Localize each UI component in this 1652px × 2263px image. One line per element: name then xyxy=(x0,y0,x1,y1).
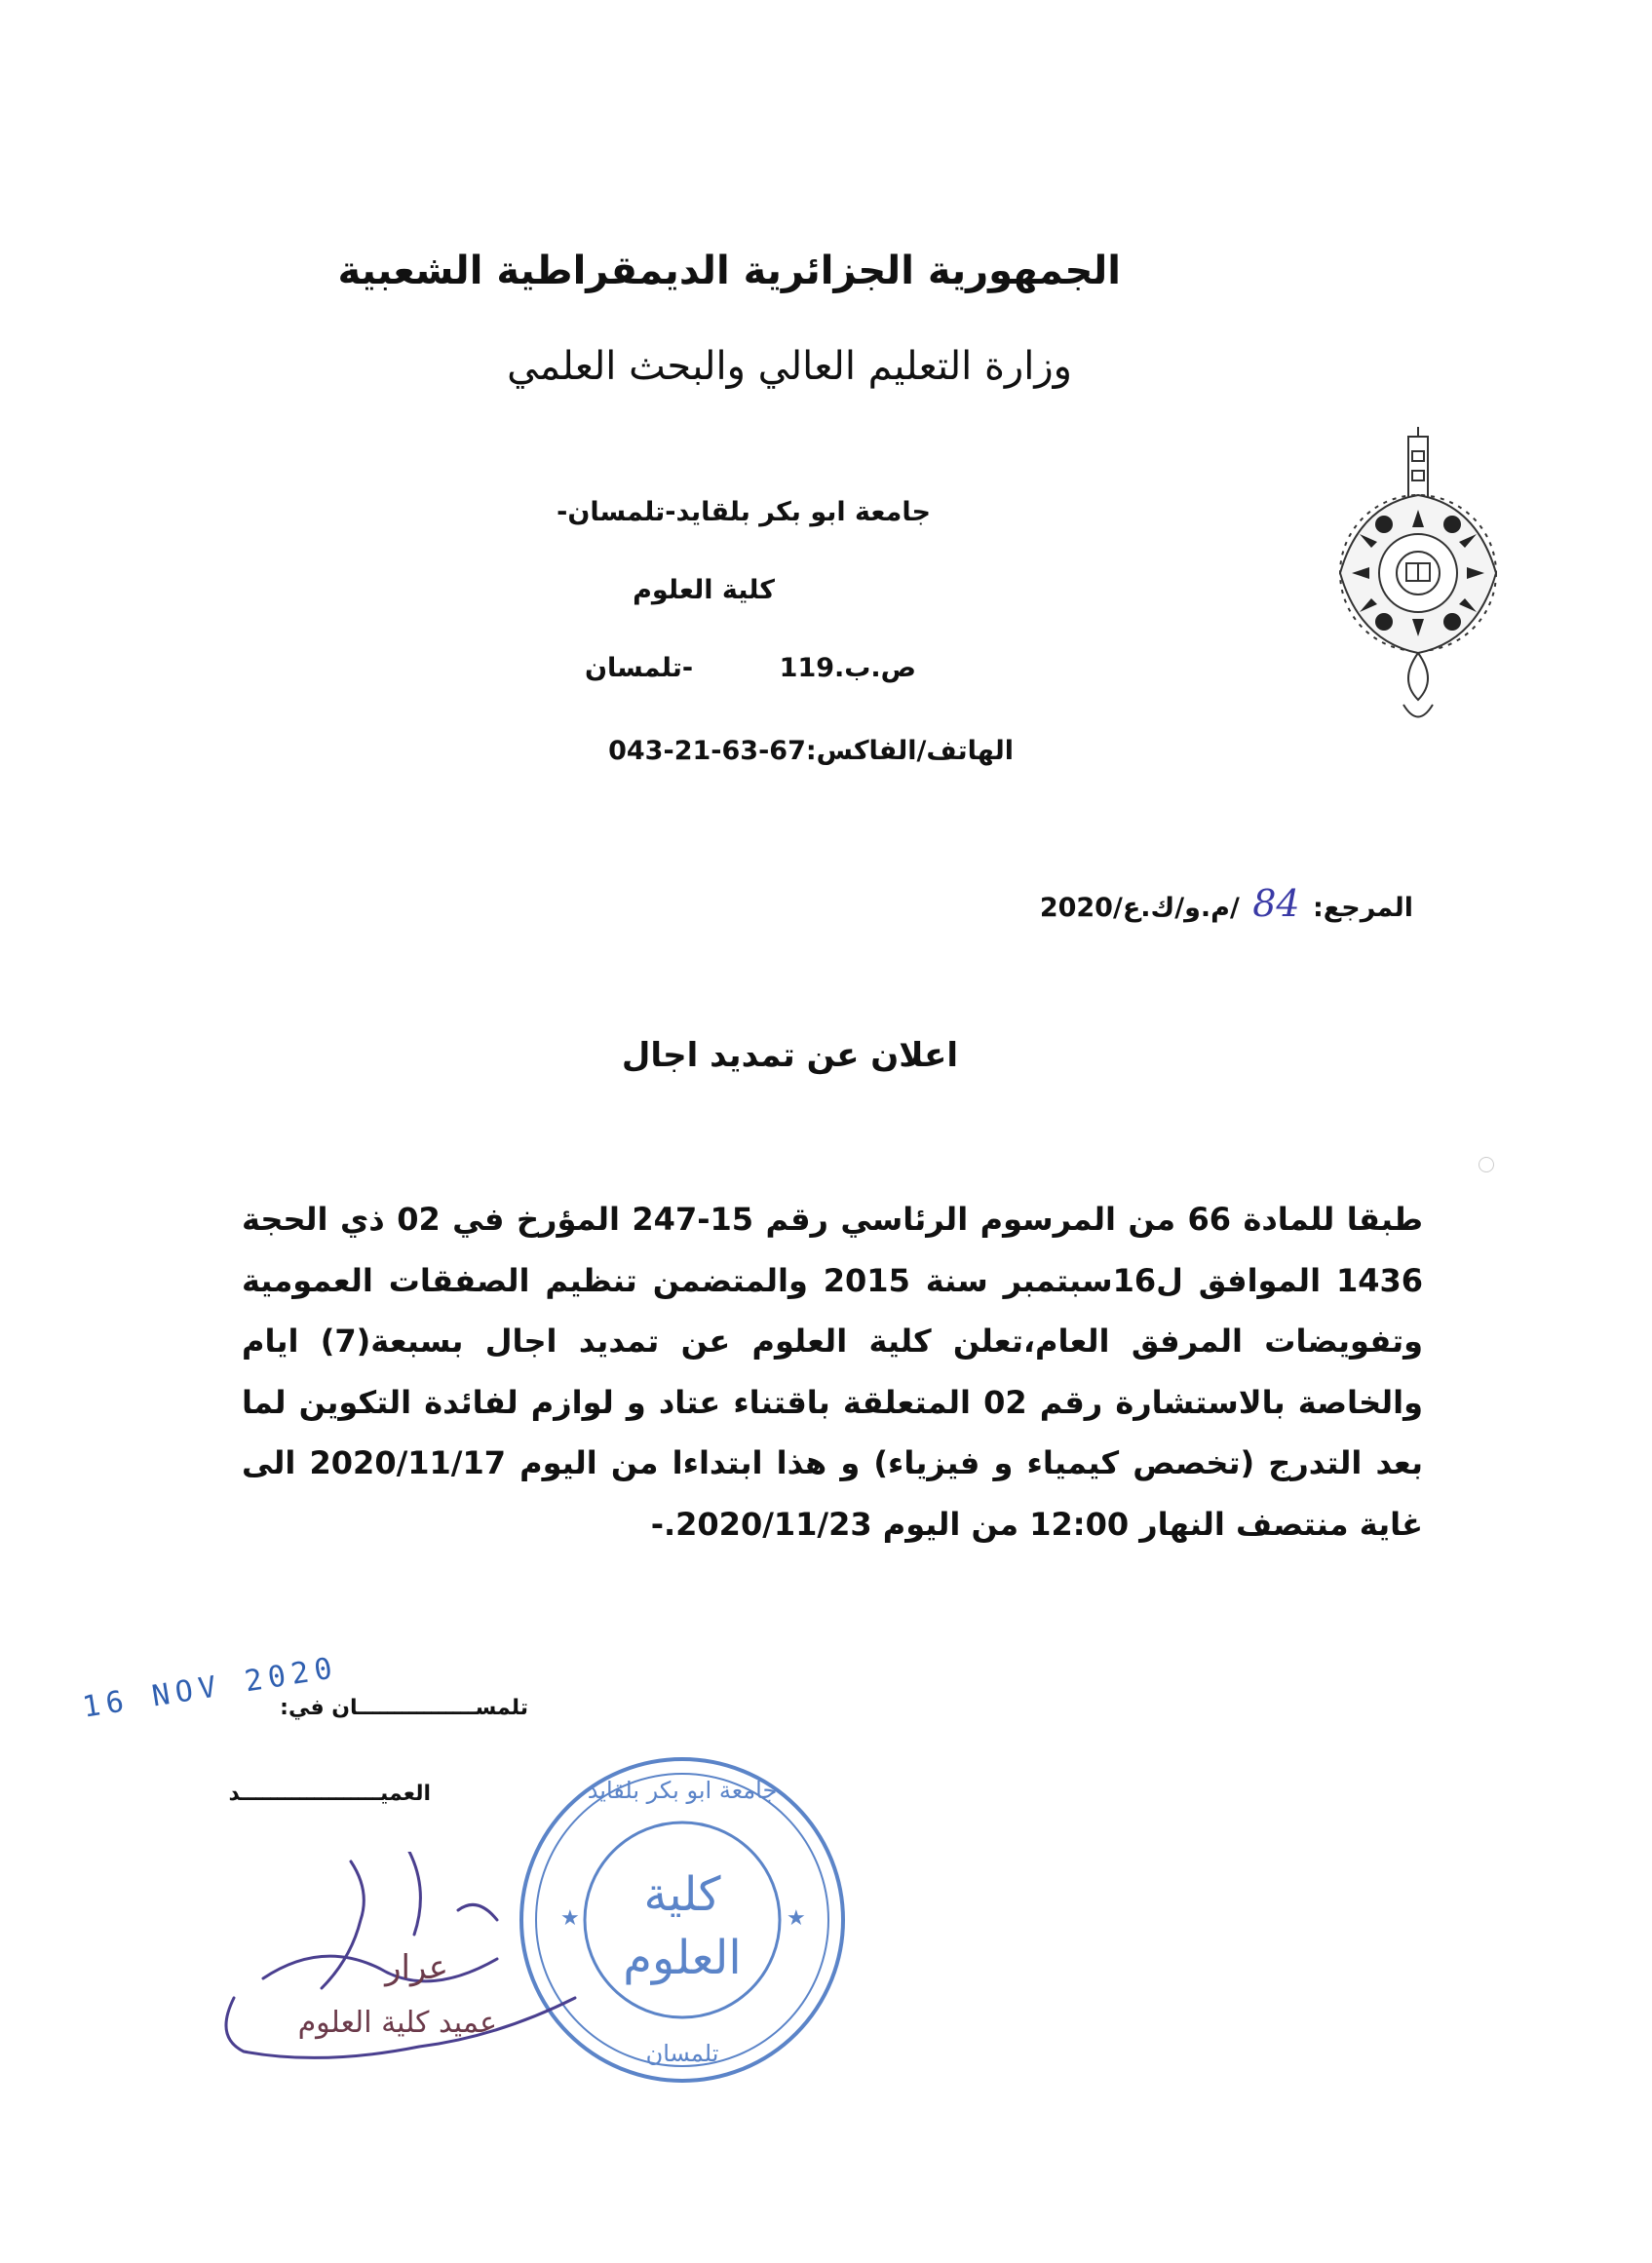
phone-fax: الهاتف/الفاكس:67-63-21-043 xyxy=(608,736,1014,766)
dean-signature xyxy=(205,1852,624,2086)
reference-suffix: /م.و/ك.ع/2020 xyxy=(1039,893,1240,923)
republic-heading: الجمهورية الجزائرية الديمقراطية الشعبية xyxy=(337,249,1121,293)
reference-label: المرجع: xyxy=(1313,893,1413,923)
ministry-heading: وزارة التعليم العالي والبحث العلمي xyxy=(507,344,1072,389)
reference-line xyxy=(1040,882,1413,925)
po-box-city: -تلمسان xyxy=(585,653,694,683)
signature-name: عرار xyxy=(385,1948,448,1987)
university-logo xyxy=(1330,427,1506,739)
seal-ring-text: جامعة ابو بكر بلقايد xyxy=(587,1777,778,1804)
place-date-line: تلمســــــــــــــــان في: xyxy=(280,1696,528,1720)
po-box-line xyxy=(585,653,916,692)
seal-center-top: كلية xyxy=(643,1867,721,1922)
announcement-body: طبقا للمادة 66 من المرسوم الرئاسي رقم 15-247 المؤرخ في 02 ذي الحجة 1436 الموافق ل16سبتمبر سنة 2015 والمتضمن تنظيم الصفقات العمومية وتفويضات المرفق العام،تعلن كلية العلوم عن تمديد اجال بسبعة(7) ايام والخاصة بالاستشارة رقم 02 المتعلقة باقتناء عتاد و لوازم لفائدة التكوين لما بعد التدرج (تخصص كيمياء و فيزياء) و هذا ابتداءا من اليوم 2020/11/17 الى غاية منتصف النهار 12:00 من اليوم 2020/11/23.- xyxy=(242,1201,1424,1543)
seal-center-bottom: العلوم xyxy=(623,1931,742,1985)
svg-text:★: ★ xyxy=(560,1906,580,1931)
dean-line: العميـــــــــــــــــــد xyxy=(228,1782,431,1806)
po-box: ص.ب.119 xyxy=(779,653,916,683)
faculty-name: كلية العلوم xyxy=(633,575,775,605)
svg-text:★: ★ xyxy=(787,1906,806,1931)
date-stamp: 16 NOV 2020 xyxy=(80,1650,341,1725)
announcement-title: اعلان عن تمديد اجال xyxy=(621,1036,958,1075)
signature-title: عميد كلية العلوم xyxy=(297,2006,497,2040)
scan-artifact xyxy=(1479,1157,1494,1172)
reference-number: 84 xyxy=(1252,882,1300,925)
seal-bottom-text: تلمسان xyxy=(645,2040,719,2067)
university-name: جامعة ابو بكر بلقايد-تلمسان- xyxy=(557,497,931,527)
